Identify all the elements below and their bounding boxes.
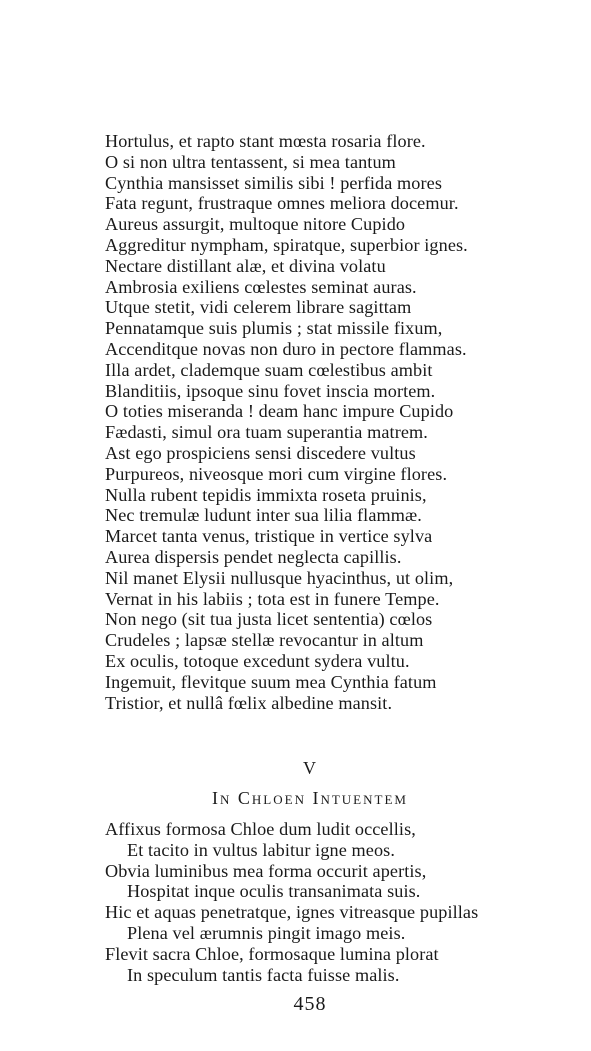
- poem-line: O si non ultra tentassent, si mea tantum: [105, 151, 396, 172]
- section-title: In Chloen Intuentem: [212, 788, 408, 808]
- poem-line: Nulla rubent tepidis immixta roseta pruinis,: [105, 484, 427, 505]
- poem-line-indented: In speculum tantis facta fuisse malis.: [127, 964, 400, 985]
- poem-line: Fædasti, simul ora tuam superantia matrem.: [105, 422, 428, 443]
- poem-line: Obvia luminibus mea forma occurit apertis,: [105, 860, 427, 881]
- poem-continued: [105, 131, 545, 713]
- poem-line: Ambrosia exiliens cœlestes seminat auras.: [105, 276, 417, 297]
- poem-line: Aurea dispersis pendet neglecta capillis.: [105, 546, 402, 567]
- poem-line: Ast ego prospiciens sensi discedere vultus: [105, 442, 416, 463]
- poem-line: Vernat in his labiis ; tota est in funere Tempe.: [105, 588, 440, 609]
- poem-line: Hortulus, et rapto stant mœsta rosaria flore.: [105, 131, 426, 151]
- poem-line: Nectare distillant alæ, et divina volatu: [105, 255, 386, 276]
- poem-line: Crudeles ; lapsæ stellæ revocantur in altum: [105, 630, 424, 651]
- poem-line: Nil manet Elysii nullusque hyacinthus, ut olim,: [105, 567, 454, 588]
- poem-line: Tristior, et nullâ fœlix albedine mansit.: [105, 692, 393, 713]
- poem-line: Ingemuit, flevitque suum mea Cynthia fatum: [105, 671, 437, 692]
- poem-line-indented: Et tacito in vultus labitur igne meos.: [127, 839, 395, 860]
- poem-line: Purpureos, niveosque mori cum virgine flores.: [105, 463, 448, 484]
- poem-line: Hic et aquas penetratque, ignes vitreasque pupillas: [105, 902, 479, 923]
- poem-line: O toties miseranda ! deam hanc impure Cupido: [105, 401, 454, 422]
- poem-line: Aggreditur nympham, spiratque, superbior ignes.: [105, 234, 468, 255]
- poem-line: Marcet tanta venus, tristique in vertice sylva: [105, 526, 433, 547]
- poem-line: Utque stetit, vidi celerem librare sagittam: [105, 297, 412, 318]
- poem-line: Affixus formosa Chloe dum ludit occellis,: [105, 819, 416, 839]
- poem-line: Ex oculis, totoque excedunt sydera vultu.: [105, 650, 410, 671]
- poem-new: [105, 819, 545, 985]
- poem-line: Illa ardet, clademque suam cœlestibus ambit: [105, 359, 433, 380]
- poem-line: Flevit sacra Chloe, formosaque lumina plorat: [105, 943, 439, 964]
- poem-line: Pennatamque suis plumis ; stat missile fixum,: [105, 318, 443, 339]
- poem-line: Fata regunt, frustraque omnes meliora docemur.: [105, 193, 459, 214]
- poem-line: Accenditque novas non duro in pectore flammas.: [105, 338, 467, 359]
- poem-line: Cynthia mansisset similis sibi ! perfida mores: [105, 172, 442, 193]
- poem-line-indented: Hospitat inque oculis transanimata suis.: [127, 881, 421, 902]
- poem-line: Nec tremulæ ludunt inter sua lilia flammæ.: [105, 505, 422, 526]
- poem-line: Non nego (sit tua justa licet sententia) cœlos: [105, 609, 433, 630]
- poem-line-indented: Plena vel ærumnis pingit imago meis.: [127, 922, 406, 943]
- page-number: 458: [293, 993, 327, 1015]
- poem-line: Aureus assurgit, multoque nitore Cupido: [105, 214, 406, 235]
- poem-line: Blanditiis, ipsoque sinu fovet inscia mortem.: [105, 380, 436, 401]
- section-number: V: [303, 758, 317, 778]
